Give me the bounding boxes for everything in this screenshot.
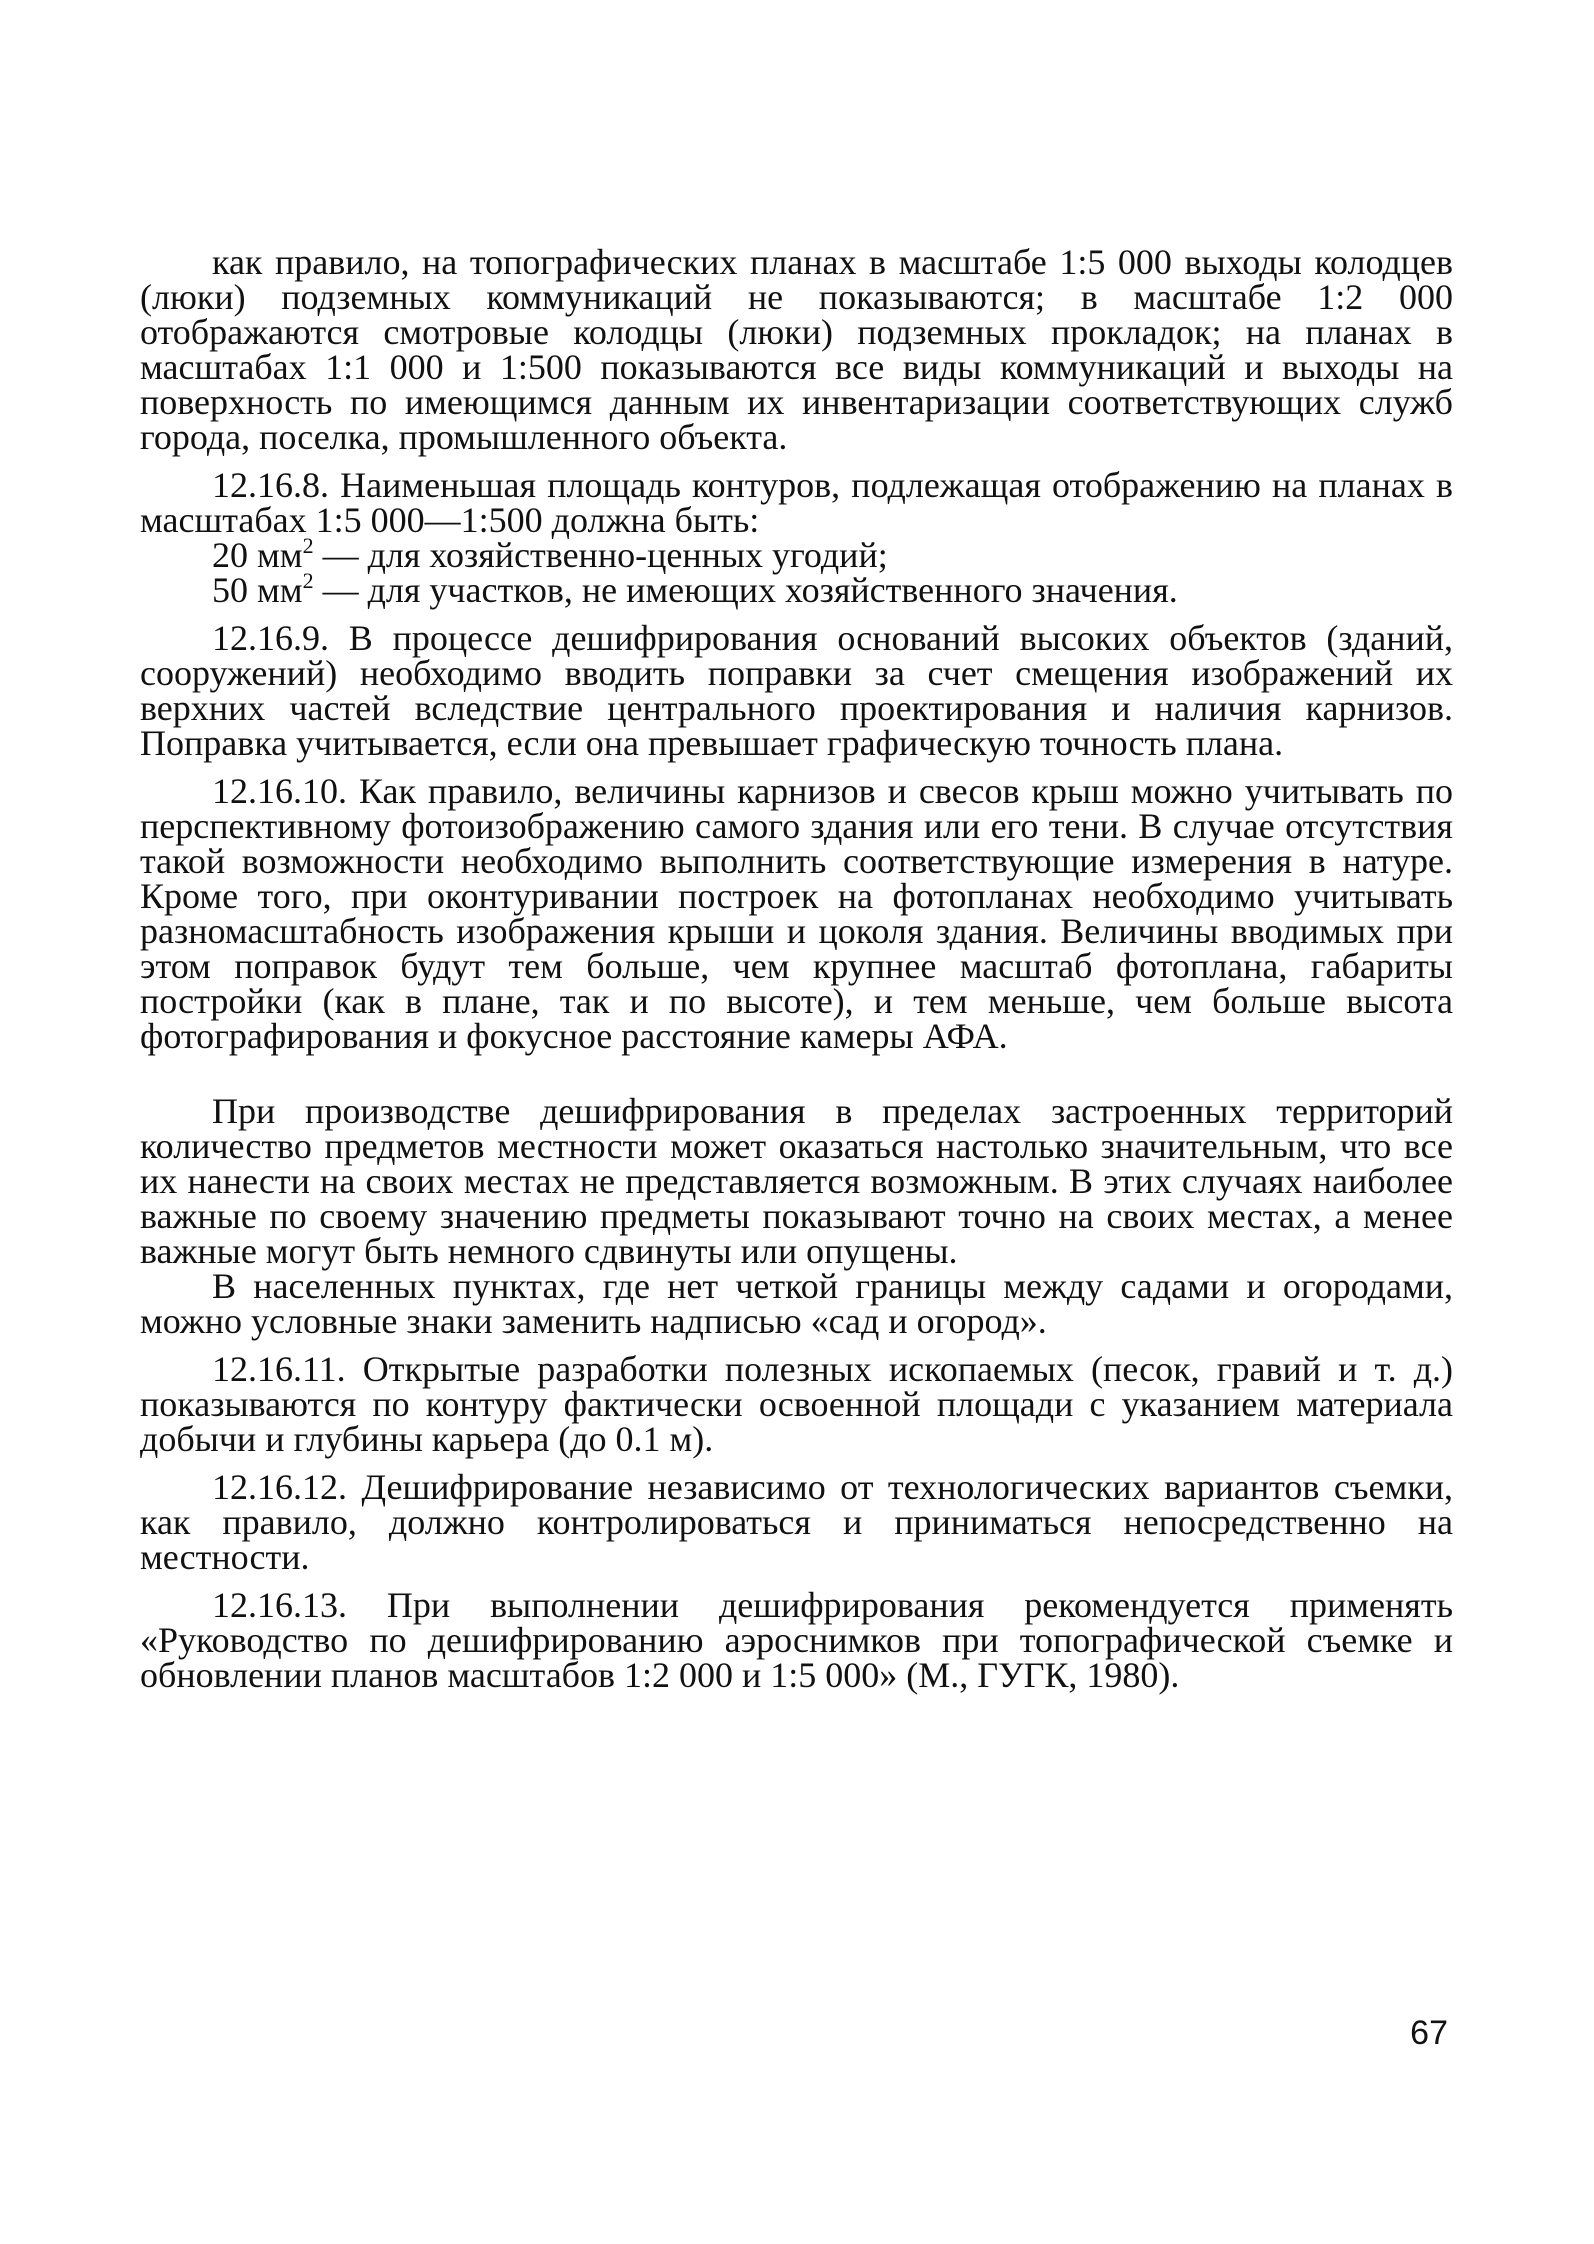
paragraph-12-16-8: 12.16.8. Наименьшая площадь контуров, подлежащая отображению на планах в масштабах 1:5 000—1:500 должна быть:: [140, 465, 1453, 540]
area-item-valuable-lands: [140, 533, 1453, 575]
page-number: 67: [1410, 2014, 1448, 2052]
paragraph-12-16-10: 12.16.10. Как правило, величины карнизов и свесов крыш можно учитывать по перспективному фотоизображению самого здания или его тени. В случае отсутствия такой возможности необходимо выполнить соответствующие измерения в натуре. Кроме того, при оконтуривании построек на фотопланах необходимо учитывать разномасштабность изображения крыши и цоколя здания. Величины вводимых при этом поправок будут тем больше, чем крупнее масштаб фотоплана, габариты постройки (как в плане, так и по высоте), и тем меньше, чем больше высота фотографирования и фокусное расстояние камеры АФА.: [140, 771, 1453, 1056]
document-page: [140, 242, 1453, 1695]
paragraph-12-16-13: 12.16.13. При выполнении дешифрирования рекомендуется применять «Руководство по дешифрированию аэроснимков при топографической съемке и обновлении планов масштабов 1:2 000 и 1:5 000» (М., ГУГК, 1980).: [140, 1585, 1453, 1695]
paragraph-gardens: В населенных пунктах, где нет четкой границы между садами и огородами, можно условные знаки заменить надписью «сад и огород».: [140, 1266, 1453, 1341]
paragraph-built-up-areas: При производстве дешифрирования в пределах застроенных территорий количество предметов местности может оказаться настолько значительным, что все их нанести на своих местах не представляется возможным. В этих случаях наиболее важные по своему значению предметы показывают точно на своих местах, а менее важные могут быть немного сдвинуты или опущены.: [140, 1091, 1453, 1271]
area-value: 20 мм: [212, 535, 303, 575]
paragraph-12-16-11: 12.16.11. Открытые разработки полезных ископаемых (песок, гравий и т. д.) показываются по контуру фактически освоенной площади с указанием материала добычи и глубины карьера (до 0.1 м).: [140, 1349, 1453, 1459]
paragraph-utilities-display: как правило, на топографических планах в масштабе 1:5 000 выходы колодцев (люки) подземных коммуникаций не показываются; в масштабе 1:2 000 отображаются смотровые колодцы (люки) подземных прокладок; на планах в масштабах 1:1 000 и 1:500 показываются все виды коммуникаций и выходы на поверхность по имеющимся данным их инвентаризации соответствующих служб города, поселка, промышленного объекта.: [140, 242, 1453, 457]
area-description: — для участков, не имеющих хозяйственного значения.: [313, 570, 1178, 610]
area-item-non-economic-plots: [140, 568, 1453, 610]
paragraph-12-16-9: 12.16.9. В процессе дешифрирования оснований высоких объектов (зданий, сооружений) необходимо вводить поправки за счет смещения изображений их верхних частей вследствие центрального проектирования и наличия карнизов. Поправка учитывается, если она превышает графическую точность плана.: [140, 618, 1453, 763]
area-value: 50 мм: [212, 570, 303, 610]
area-description: — для хозяйственно-ценных угодий;: [313, 535, 888, 575]
paragraph-12-16-12: 12.16.12. Дешифрирование независимо от технологических вариантов съемки, как правило, должно контролироваться и приниматься непосредственно на местности.: [140, 1467, 1453, 1577]
area-exponent: 2: [302, 533, 314, 558]
area-exponent: 2: [302, 568, 314, 593]
